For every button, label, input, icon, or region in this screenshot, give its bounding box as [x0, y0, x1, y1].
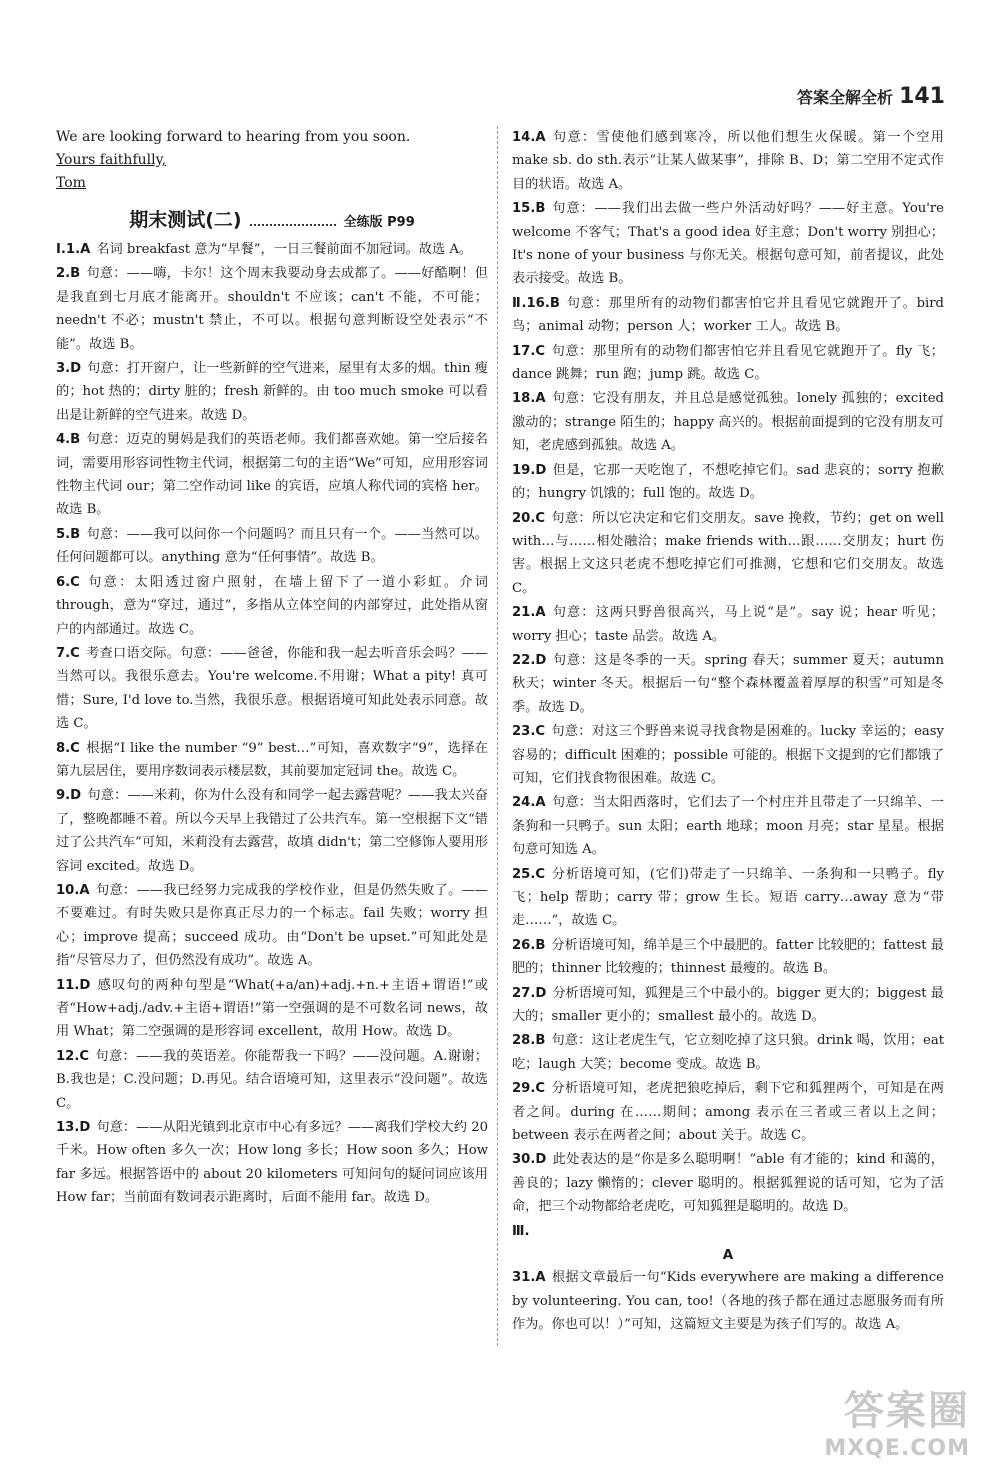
answer-item: [56, 737, 488, 784]
answer-number: 15.B: [512, 201, 546, 217]
answer-text: 名词 breakfast 意为“早餐”，一日三餐前面不加冠词。故选 A。: [96, 242, 473, 257]
answer-number: 5.B: [56, 526, 81, 542]
answer-number: 12.C: [56, 1048, 90, 1064]
leader-dots: [250, 214, 336, 226]
answer-item: [512, 1266, 944, 1336]
answer-item: [56, 1116, 488, 1210]
answer-text: 句意：它没有朋友，并且总是感觉孤独。lonely 孤独的；excited 激动的；strange 陌生的；happy 高兴的。根据前面提到的它没有朋友可知，老虎感到孤独。故选 A。: [512, 391, 944, 454]
answer-item: [512, 459, 944, 506]
answer-text: 根据“I like the number “9” best…”可知，喜欢数字“9”，选择在第九层居住，要用序数词表示楼层数，其前要加定冠词 the。故选 C。: [56, 740, 488, 779]
part-letter: A: [722, 1247, 734, 1264]
answer-number: 10.A: [56, 882, 90, 898]
answer-text: 句意：这两只野兽很高兴，马上说“是”。say 说；hear 听见；worry 担心；taste 品尝。故选 A。: [512, 605, 944, 644]
answer-number: 29.C: [512, 1081, 546, 1097]
answer-text: 句意：——我的英语差。你能帮我一下吗？——没问题。A.谢谢；B.我也是；C.没问题；D.再见。结合语境可知，这里表示“没问题”。故选 C。: [56, 1048, 488, 1111]
answer-text: 句意：太阳透过窗户照射，在墙上留下了一道小彩虹。介词 through，意为“穿过，通过”，多指从立体空间的内部穿过，此处指从窗户的内部通过。故选 C。: [56, 574, 488, 637]
answer-number: 24.A: [512, 795, 546, 811]
right-column: [512, 126, 944, 1337]
answer-item: [512, 126, 944, 196]
section-heading: [56, 205, 488, 232]
content-columns: [56, 126, 944, 1337]
answer-number: 19.D: [512, 462, 547, 478]
answer-text: 分析语境可知，绵羊是三个中最肥的。fatter 比较肥的；fattest 最肥的；thinner 比较瘦的；thinnest 最瘦的。故选 B。: [512, 937, 944, 977]
answer-text: 分析语境可知，(它们)带走了一只绵羊、一条狗和一只鸭子。fly 飞；help 帮助；carry 带；grow 生长。短语 carry…away 意为“带走……”，故选 C。: [512, 866, 944, 929]
answer-number: 21.A: [512, 605, 546, 621]
answer-item: [512, 507, 944, 601]
answer-item: [512, 601, 944, 648]
answer-number: 8.C: [56, 740, 80, 756]
answer-item: [512, 1220, 944, 1243]
answer-item: [56, 238, 488, 261]
answer-text: 句意：所以它决定和它们交朋友。save 挽救，节约；get on well with…与……相处融洽；make friends with…跟……交朋友；hurt 伤害。根据上文这只老虎不想吃掉它们可推测，它想和它们交朋友。故选 C。: [512, 510, 944, 596]
watermark: [824, 1379, 970, 1461]
answer-text: 句意：这让老虎生气，它立刻吃掉了这只狼。drink 喝，饮用；eat 吃；laugh 大笑；become 变成。故选 B。: [512, 1033, 944, 1072]
answer-number: 31.A: [512, 1270, 546, 1286]
answer-item: [512, 791, 944, 861]
answer-item: [512, 1148, 944, 1218]
answer-text: 分析语境可知，狐狸是三个中最小的。bigger 更大的；biggest 最大的；smaller 更小的；smallest 最小的。故选 D。: [512, 985, 944, 1025]
answer-number: Ⅲ.: [512, 1223, 530, 1239]
answer-text: 句意：那里所有的动物们都害怕它并且看见它就跑开了。bird 鸟；animal 动物；person 人；worker 工人。故选 B。: [512, 295, 945, 335]
answer-item: [512, 292, 944, 339]
answer-number: 13.D: [56, 1120, 91, 1136]
answer-item: [512, 1029, 944, 1076]
answer-text: 句意：——我们出去做一些户外活动好吗？——好主意。You're welcome 不客气；That's a good idea 好主意；Don't worry 别担心；It's none of your business 与你无关。根据句意可知，前者提议，此处表示接受。故选 B。: [512, 201, 944, 287]
header-title: 答案全解全析: [797, 88, 894, 107]
answer-text: 根据文章最后一句“Kids everywhere are making a difference by volunteering. You can, too!（各地的孩子都在通过志愿服务而有所作为。你也可以！）”可知，这篇短文主要是为孩子们写的。故选 A。: [512, 1270, 944, 1332]
answer-number: 2.B: [56, 266, 81, 282]
answer-item: [512, 340, 944, 387]
answer-number: 18.A: [512, 391, 546, 407]
section-ref: 全练版 P99: [343, 215, 415, 230]
answer-number: 14.A: [512, 130, 546, 145]
closing-line: We are looking forward to hearing from you soon.: [56, 129, 411, 145]
answer-number: 28.B: [512, 1033, 546, 1049]
answer-text: 句意：对这三个野兽来说寻找食物是困难的。lucky 幸运的；easy 容易的；difficult 困难的；possible 可能的。根据下文提到的它们都饿了可知，它们找食物很困难。故选 C。: [512, 724, 944, 786]
answer-item: [56, 357, 488, 427]
answer-number: 26.B: [512, 937, 546, 953]
answer-item: [56, 879, 488, 973]
answer-number: 9.D: [56, 788, 82, 804]
letter-closing: [56, 126, 488, 195]
answer-number: 23.C: [512, 724, 546, 740]
answer-text: 感叹句的两种句型是“What(+a/an)+adj.+n.+主语+谓语!”或者“How+adj./adv.+主语+谓语!”第一空强调的是不可数名词 news，故用 What；第二空强调的是形容词 excellent，故用 How。故选 D。: [56, 977, 488, 1040]
answer-text: 句意：这是冬季的一天。spring 春天；summer 夏天；autumn 秋天；winter 冬天。根据后一句“整个森林覆盖着厚厚的积雪”可知是冬季。故选 D。: [512, 652, 944, 715]
answer-number: 25.C: [512, 866, 546, 882]
watermark-url: MXQE.COM: [824, 1436, 970, 1461]
answer-item: [56, 523, 488, 570]
answer-item: [56, 428, 488, 522]
answer-text: 句意：迈克的舅妈是我们的英语老师。我们都喜欢她。第一空后接名词，需要用形容词性物主代词，根据第二句的主语“We”可知，应用形容词性物主代词 our；第二空作动词 like 的宾语，应填人称代词的宾格 her。故选 B。: [56, 432, 488, 518]
answer-number: 20.C: [512, 510, 546, 526]
answer-item: [56, 642, 488, 736]
answer-number: 17.C: [512, 343, 546, 359]
answer-number: 22.D: [512, 652, 547, 668]
answer-text: 此处表达的是“你是多么聪明啊！”able 有才能的；kind 和蔼的，善良的；lazy 懒惰的；clever 聪明的。根据狐狸说的话可知，它为了活命，把三个动物都给老虎吃，可知狐狸是聪明的。故选 D。: [512, 1152, 944, 1215]
answer-item: [56, 784, 488, 878]
answer-number: 3.D: [56, 361, 82, 377]
answer-item: [512, 649, 944, 719]
answer-number: Ⅰ.1.A: [56, 242, 91, 257]
answer-text: 句意：——米莉，你为什么没有和同学一起去露营呢？——我太兴奋了，整晚都睡不着。所以今天早上我错过了公共汽车。第一空根据下文“错过了公共汽车”可知，米莉没有去露营，故填 didn't；第二空修饰人要用形容词 excited。故选 D。: [56, 788, 488, 874]
answer-text: 考查口语交际。句意：——爸爸，你能和我一起去听音乐会吗？——当然可以。我很乐意去。You're welcome.不用谢；What a pity! 真可惜；Sure, I'd love to.当然，我很乐意。根据语境可知此处表示同意。故选 C。: [56, 645, 488, 732]
watermark-logo: 答案圈: [844, 1388, 970, 1434]
answer-number: 30.D: [512, 1152, 547, 1168]
answer-item: [512, 197, 944, 291]
left-column: [56, 126, 488, 1337]
answer-text: 句意：——从阳光镇到北京市中心有多远？——离我们学校大约 20 千米。How often 多久一次；How long 多长；How soon 多久；How far 多远。根据答语中的 about 20 kilometers 可知问句的疑问词应该用 How far；当前面有数词表示距离时，后面不能用 far。故选 D。: [56, 1120, 488, 1206]
answer-text: 句意：——我可以问你一个问题吗？而且只有一个。——当然可以。任何问题都可以。anything 意为“任何事情”。故选 B。: [56, 526, 488, 566]
answer-number: 6.C: [56, 574, 80, 590]
answer-item: [512, 387, 944, 457]
section-title: 期末测试(二): [129, 209, 242, 231]
answer-text: 句意：——我已经努力完成我的学校作业，但是仍然失败了。——不要难过。有时失败只是你真正尽力的一个标志。fail 失败；worry 担心；improve 提高；succeed 成功。由“Don't be upset.”可知此处是指“尽管尽力了，但仍然没有成功”。故选 A。: [56, 882, 488, 969]
answer-item: [512, 1077, 944, 1147]
answer-text: 句意：雪使他们感到寒冷，所以他们想生火保暖。第一个空用 make sb. do sth.表示“让某人做某事”，排除 B、D；第二空用不定式作目的状语。故选 A。: [512, 130, 944, 192]
page-number: 141: [899, 84, 945, 109]
answer-item: [512, 934, 944, 981]
closing-name: Tom: [56, 175, 86, 191]
closing-signoff: Yours faithfully,: [56, 152, 167, 168]
answer-text: 句意：当太阳西落时，它们去了一个村庄并且带走了一只绵羊、一条狗和一只鸭子。sun 太阳；earth 地球；moon 月亮；star 星星。根据句意可知选 A。: [512, 795, 944, 858]
answer-item: [56, 571, 488, 641]
answer-item: [512, 720, 944, 790]
answer-text: 但是，它那一天吃饱了，不想吃掉它们。sad 悲哀的；sorry 抱歉的；hungry 饥饿的；full 饱的。故选 D。: [512, 462, 944, 502]
answer-text: 分析语境可知，老虎把狼吃掉后，剩下它和狐狸两个，可知是在两者之间。during 在……期间；among 表示在三者或三者以上之间；between 表示在两者之间；about 关于。故选 C。: [512, 1081, 944, 1144]
answer-number: Ⅱ.16.B: [512, 295, 560, 311]
answer-text: 句意：那里所有的动物们都害怕它并且看见它就跑开了。fly 飞；dance 跳舞；run 跑；jump 跳。故选 C。: [512, 343, 944, 383]
page-header: [797, 84, 945, 109]
right-answer-list: [512, 126, 944, 1336]
left-answer-list: [56, 238, 488, 1210]
answer-item: [512, 863, 944, 933]
answer-number: 7.C: [56, 645, 80, 661]
answer-text: 句意：打开窗户，让一些新鲜的空气进来，屋里有太多的烟。thin 瘦的；hot 热的；dirty 脏的；fresh 新鲜的。由 too much smoke 可以看出是让新鲜的空气进来。故选 D。: [56, 361, 488, 423]
answer-item: [56, 262, 488, 356]
answer-number: 4.B: [56, 432, 81, 448]
answer-text: 句意：——嗨，卡尔！这个周末我要动身去成都了。——好酷啊！但是我直到七月底才能离开。shouldn't 不应该；can't 不能，不可能；needn't 不必；mustn't 禁止，不可以。根据句意判断设空处表示“不能”。故选 B。: [56, 266, 488, 352]
answer-item: [56, 1045, 488, 1115]
answer-item: [512, 982, 944, 1029]
answer-item: [56, 974, 488, 1044]
answer-number: 27.D: [512, 985, 547, 1001]
answer-number: 11.D: [56, 977, 91, 993]
